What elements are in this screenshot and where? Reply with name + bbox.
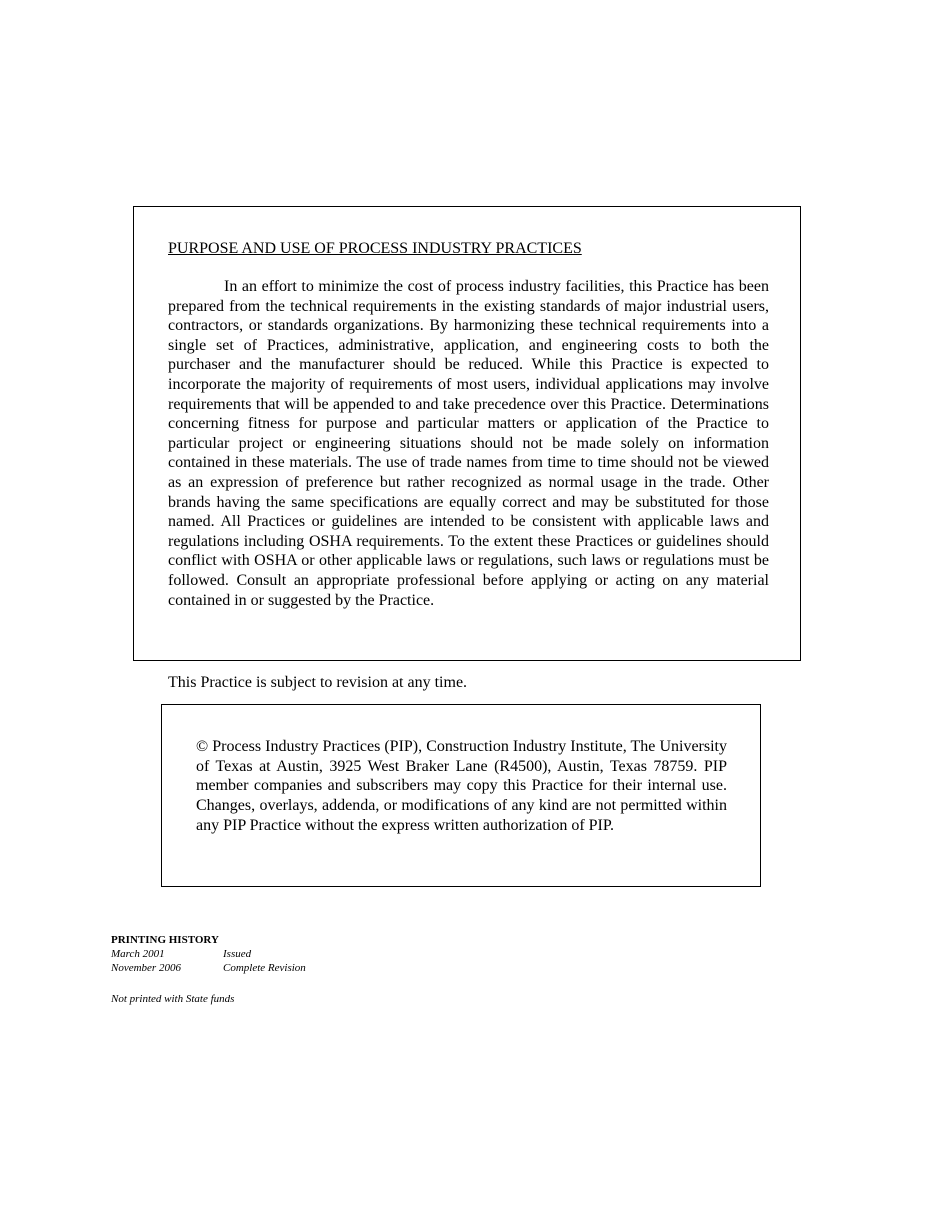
purpose-box bbox=[133, 206, 801, 661]
printing-history-status: Issued bbox=[223, 948, 252, 960]
purpose-body: In an effort to minimize the cost of process industry facilities, this Practice has been prepared from the technical requirements in the existing standards of major industrial users, contractors, or standards organizations. By harmonizing these technical requirements into a single set of Practices, administrative, application, and engineering costs to both the purchaser and the manufacturer should be reduced. While this Practice is expected to incorporate the majority of requirements of most users, individual applications may involve requirements that will be appended to and take precedence over this Practice. Determinations concerning fitness for purpose and particular matters or application of the Practice to particular project or engineering situations should not be made solely on information contained in these materials. The use of trade names from time to time should not be viewed as an expression of preference but rather recognized as normal usage in the trade. Other brands having the same specifications are equally correct and may be substituted for those named. All Practices or guidelines are intended to be consistent with applicable laws and regulations including OSHA requirements. To the extent these Practices or guidelines should conflict with OSHA or other applicable laws or regulations, such laws or regulations must be followed. Consult an appropriate professional before applying or acting on any material contained in or suggested by the Practice. bbox=[168, 278, 769, 609]
state-funds-note: Not printed with State funds bbox=[111, 993, 235, 1005]
printing-history-entry bbox=[111, 961, 306, 975]
printing-history-status: Complete Revision bbox=[223, 962, 306, 974]
printing-history-entry bbox=[111, 947, 306, 961]
printing-history-title: PRINTING HISTORY bbox=[111, 934, 219, 946]
revision-note: This Practice is subject to revision at any time. bbox=[168, 674, 468, 691]
purpose-heading: PURPOSE AND USE OF PROCESS INDUSTRY PRACTICES bbox=[168, 240, 582, 257]
copyright-box bbox=[161, 704, 761, 887]
printing-history-date: November 2006 bbox=[111, 962, 181, 974]
printing-history bbox=[111, 933, 306, 975]
printing-history-date: March 2001 bbox=[111, 948, 165, 960]
copyright-text: © Process Industry Practices (PIP), Construction Industry Institute, The University of Texas at Austin, 3925 West Braker Lane (R4500), Austin, Texas 78759. PIP member companies and subscribers may copy this Practice for their internal use. Changes, overlays, addenda, or modifications of any kind are not permitted within any PIP Practice without the express written authorization of PIP. bbox=[196, 738, 727, 834]
